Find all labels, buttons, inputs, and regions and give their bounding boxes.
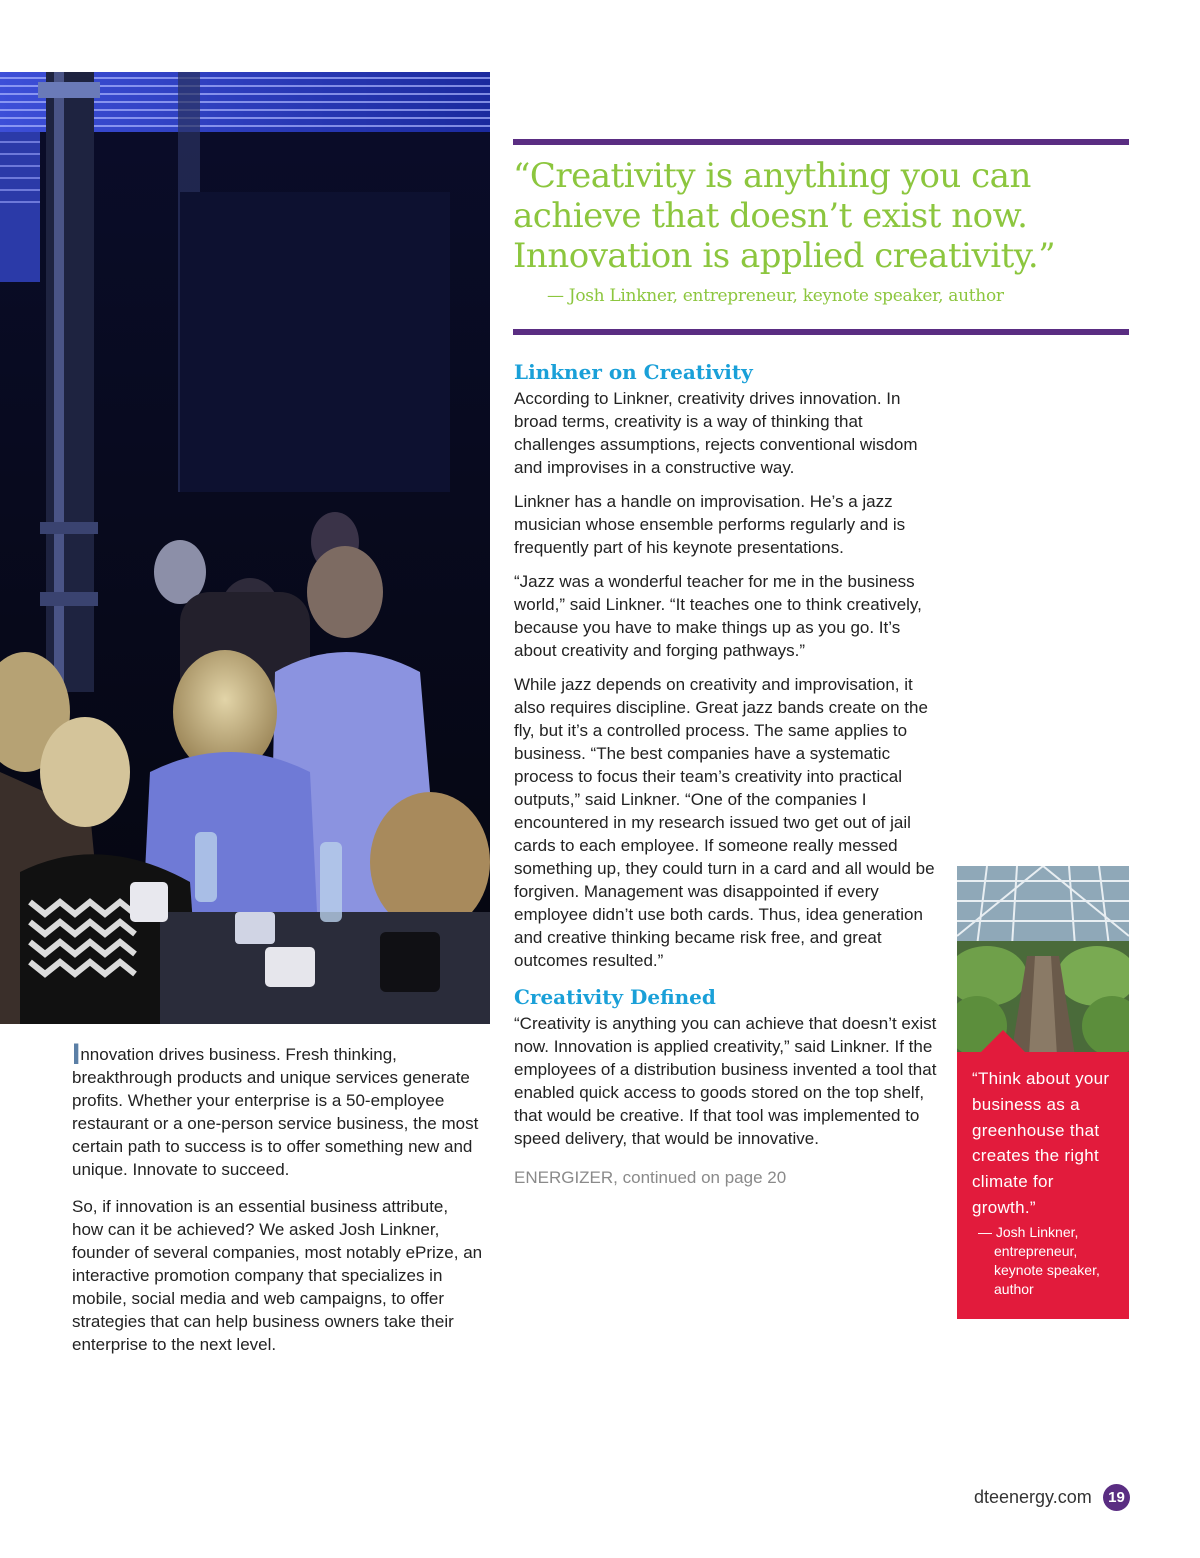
pull-quote-top-rule [513, 139, 1129, 145]
sidebar-quote-box [957, 1052, 1129, 1319]
attribution-line: author [994, 1281, 1034, 1297]
speech-notch [981, 1030, 1025, 1052]
attribution-line: — Josh Linkner, [978, 1224, 1079, 1240]
article-body [514, 359, 939, 1200]
footer-url[interactable]: dteenergy.com [974, 1487, 1092, 1507]
continued-on-link[interactable]: ENERGIZER, continued on page 20 [514, 1168, 787, 1187]
article-paragraph: “Jazz was a wonderful teacher for me in the business world,” said Linkner. “It teaches one to think creatively, because you have to make things up as you go. It’s about creativity and forging pathways.” [514, 572, 922, 660]
sidebar-quote: “Think about your business as a greenhouse that creates the right climate for growth.” [972, 1069, 1110, 1217]
pull-quote-attribution: — Josh Linkner, entrepreneur, keynote speaker, author [547, 286, 1004, 306]
attribution-line: entrepreneur, [994, 1243, 1078, 1259]
drop-cap: I [72, 1038, 81, 1071]
attribution-line: keynote speaker, [994, 1262, 1100, 1278]
sidebar-quote-attribution [978, 1223, 1126, 1299]
page-number-badge: 19 [1103, 1484, 1130, 1511]
intro-paragraph-1 [72, 1038, 484, 1181]
pull-quote-bottom-rule [513, 329, 1129, 335]
intro-text [72, 1038, 484, 1370]
intro-paragraph-1-text: nnovation drives business. Fresh thinking, breakthrough products and unique services generate profits. Whether your enterprise is a 50-employee restaurant or a one-person service business, the most certain path to success is to offer something new and unique. Innovate to succeed. [72, 1045, 479, 1179]
greenhouse-photo [957, 866, 1129, 1056]
section-heading-creativity-defined: Creativity Defined [514, 985, 716, 1009]
pull-quote: “Creativity is anything you can achieve that doesn’t exist now. Innovation is applied creativity.” [513, 156, 1056, 276]
seminar-audience-photo [0, 72, 490, 1024]
section-heading-linkner-on-creativity: Linkner on Creativity [514, 360, 753, 384]
article-paragraph: “Creativity is anything you can achieve that doesn’t exist now. Innovation is applied creativity,” said Linkner. If the employees of a distribution business invented a tool that enabled quick access to goods stored on the top shelf, that would be creative. If that tool was implemented to speed delivery, that would be innovative. [514, 1014, 937, 1148]
article-paragraph: According to Linkner, creativity drives innovation. In broad terms, creativity is a way of thinking that challenges assumptions, rejects conventional wisdom and improvises in a constructive way. [514, 389, 918, 477]
article-paragraph: Linkner has a handle on improvisation. He’s a jazz musician whose ensemble performs regularly and is frequently part of his keynote presentations. [514, 492, 906, 557]
article-paragraph: While jazz depends on creativity and improvisation, it also requires discipline. Great jazz bands create on the fly, but it’s a controlled process. The same applies to business. “The best companies have a systematic process to focus their team’s creativity into practical outputs,” said Linkner. “One of the companies I encountered in my research issued two get out of jail cards to each employee. If someone really messed something up, they could turn in a card and all would be forgiven. Management was disappointed if every employee didn’t use both cards. Thus, idea generation and creative thinking became risk free, and great outcomes resulted.” [514, 675, 935, 970]
intro-paragraph-2: So, if innovation is an essential business attribute, how can it be achieved? We asked Josh Linkner, founder of several companies, most notably ePrize, an interactive promotion company that specializes in mobile, social media and web campaigns, to offer strategies that can help business owners take their enterprise to the next level. [72, 1197, 483, 1354]
